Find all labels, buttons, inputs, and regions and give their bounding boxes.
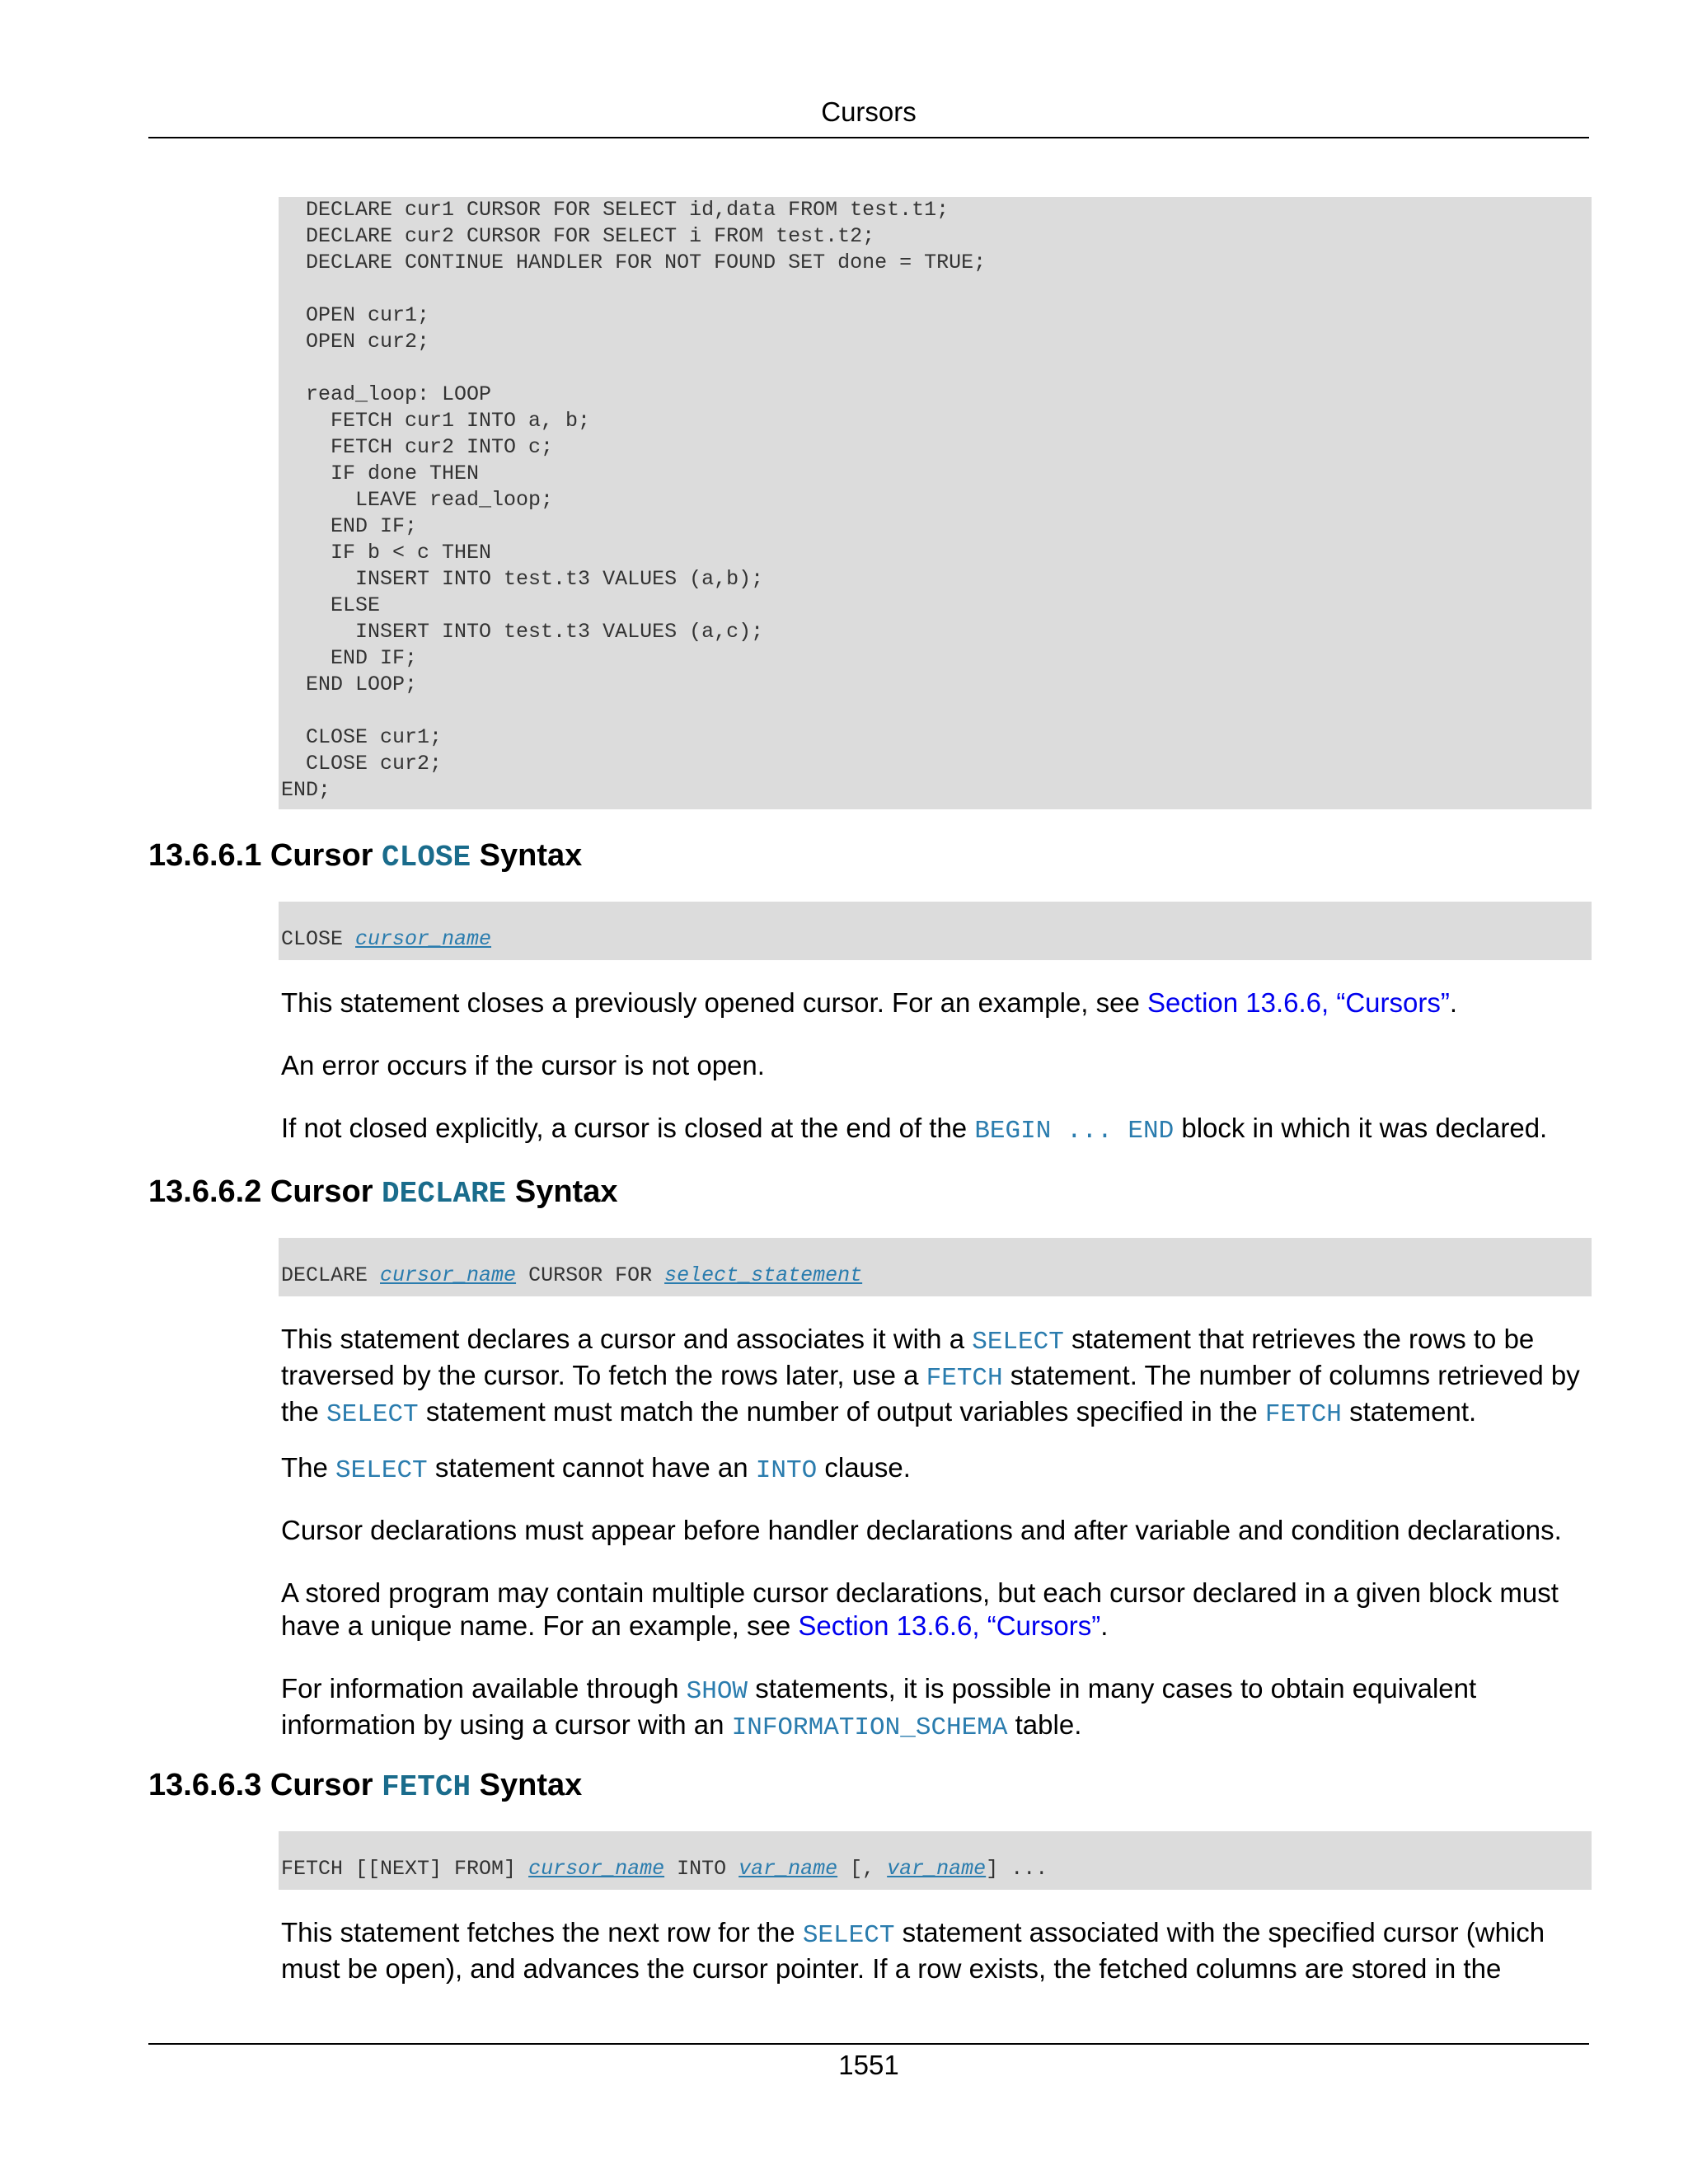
heading-word: Syntax [479, 838, 583, 873]
section-number: 13.6.6.2 [148, 1174, 262, 1209]
heading-keyword: CLOSE [382, 841, 471, 874]
syntax-placeholder: var_name [887, 1857, 987, 1881]
section-number: 13.6.6.1 [148, 838, 262, 873]
text-run: statement. [1341, 1396, 1477, 1427]
syntax-placeholder: select_statement [664, 1263, 863, 1287]
section-heading-declare [148, 1173, 617, 1213]
code-line: INSERT INTO test.t3 VALUES (a,b); [281, 567, 764, 591]
code-line: DECLARE CONTINUE HANDLER FOR NOT FOUND SET done = TRUE; [281, 251, 987, 274]
fetch-syntax-block [279, 1831, 1592, 1890]
footer-rule [148, 2043, 1589, 2045]
text-run: clause. [817, 1452, 911, 1483]
declare-into-note [281, 1451, 1592, 1488]
section-link[interactable]: Section 13.6.6, “Cursors” [1147, 987, 1450, 1018]
syntax-keyword: DECLARE [281, 1263, 381, 1287]
code-line: IF b < c THEN [281, 541, 492, 565]
text-run: If not closed explicitly, a cursor is closed at the end of the [281, 1113, 975, 1143]
close-implicit-note [281, 1112, 1592, 1148]
inline-code[interactable]: FETCH [1264, 1400, 1342, 1429]
code-line: OPEN cur2; [281, 330, 430, 354]
heading-word: Syntax [514, 1174, 618, 1209]
syntax-keyword: ] ... [986, 1857, 1048, 1881]
declare-multiple-note [281, 1577, 1592, 1643]
syntax-keyword: CLOSE [281, 927, 356, 951]
heading-word: Cursor [270, 838, 373, 873]
code-line: DECLARE cur1 CURSOR FOR SELECT id,data FROM test.t1; [281, 198, 950, 222]
code-line: END LOOP; [281, 673, 418, 696]
text-run: . [1100, 1610, 1109, 1641]
heading-word: Cursor [270, 1768, 373, 1802]
text-run: For information available through [281, 1673, 687, 1704]
inline-code[interactable]: SELECT [326, 1400, 419, 1429]
syntax-placeholder: var_name [738, 1857, 838, 1881]
inline-code[interactable]: SELECT [335, 1456, 428, 1485]
code-line [279, 355, 1592, 382]
example-code-block [279, 197, 1592, 809]
heading-keyword: FETCH [382, 1770, 471, 1804]
text-run: This statement declares a cursor and associates it with a [281, 1324, 973, 1354]
text-run: statement associated with the specified cursor (which must be open), and advances the cursor pointer. If a row exists, the fetched columns are stored in the [281, 1917, 1545, 1984]
code-line: END IF; [281, 646, 418, 670]
text-run: A stored program may contain multiple cursor declarations, but each cursor declared in a given block must have a unique name. For an example, see [281, 1577, 1559, 1641]
inline-code[interactable]: FETCH [926, 1364, 1003, 1393]
declare-description [281, 1323, 1592, 1432]
declare-show-note [281, 1672, 1592, 1745]
section-heading-fetch [148, 1766, 582, 1807]
text-run: statements, it is possible in many cases to obtain equivalent information by using a cursor with an [281, 1673, 1477, 1740]
inline-code[interactable]: SELECT [802, 1921, 895, 1950]
code-line: CLOSE cur2; [281, 752, 443, 776]
close-error-note: An error occurs if the cursor is not open. [281, 1050, 765, 1080]
page-header: Cursors [821, 96, 917, 127]
heading-word: Cursor [270, 1174, 373, 1209]
code-line: FETCH cur2 INTO c; [281, 435, 554, 459]
code-line: read_loop: LOOP [281, 382, 492, 406]
inline-code[interactable]: BEGIN ... END [974, 1117, 1175, 1146]
inline-code[interactable]: SELECT [972, 1328, 1064, 1357]
heading-keyword: DECLARE [382, 1177, 507, 1211]
syntax-placeholder: cursor_name [380, 1263, 517, 1287]
close-description [281, 987, 1592, 1019]
code-line: LEAVE read_loop; [281, 488, 554, 512]
inline-code[interactable]: SHOW [686, 1677, 748, 1706]
inline-code[interactable]: INTO [755, 1456, 818, 1485]
fetch-description [281, 1916, 1592, 1985]
code-line: END IF; [281, 514, 418, 538]
code-line: OPEN cur1; [281, 303, 430, 327]
code-line: END; [281, 778, 331, 802]
code-line: IF done THEN [281, 462, 480, 485]
syntax-keyword: INTO [664, 1857, 739, 1881]
section-heading-close [148, 837, 582, 877]
code-line [279, 276, 1592, 302]
declare-syntax-block [279, 1238, 1592, 1296]
section-link[interactable]: Section 13.6.6, “Cursors” [798, 1610, 1101, 1641]
declare-order-note: Cursor declarations must appear before handler declarations and after variable and condition declarations. [281, 1515, 1562, 1545]
syntax-placeholder: cursor_name [528, 1857, 665, 1881]
text-run: statement. The number of columns retrieved by the [281, 1360, 1580, 1427]
header-rule [148, 137, 1589, 138]
text-run: . [1449, 987, 1458, 1018]
code-line: ELSE [281, 593, 381, 617]
syntax-keyword: [, [837, 1857, 888, 1881]
page-number: 1551 [838, 2050, 899, 2080]
text-run: statement that retrieves the rows to be traversed by the cursor. To fetch the rows later, use a [281, 1324, 1535, 1390]
code-line: DECLARE cur2 CURSOR FOR SELECT i FROM test.t2; [281, 224, 875, 248]
text-run: table. [1007, 1709, 1082, 1740]
close-syntax-block [279, 902, 1592, 960]
syntax-keyword: CURSOR FOR [516, 1263, 665, 1287]
text-run: statement must match the number of output variables specified in the [418, 1396, 1265, 1427]
code-line: FETCH cur1 INTO a, b; [281, 409, 591, 433]
text-run: block in which it was declared. [1174, 1113, 1548, 1143]
text-run: statement cannot have an [427, 1452, 756, 1483]
code-line [279, 698, 1592, 724]
heading-word: Syntax [479, 1768, 583, 1802]
text-run: This statement closes a previously opened cursor. For an example, see [281, 987, 1148, 1018]
text-run: This statement fetches the next row for the [281, 1917, 803, 1947]
section-number: 13.6.6.3 [148, 1768, 262, 1802]
text-run: The [281, 1452, 336, 1483]
code-line: CLOSE cur1; [281, 725, 443, 749]
code-line: INSERT INTO test.t3 VALUES (a,c); [281, 620, 764, 644]
syntax-placeholder: cursor_name [355, 927, 492, 951]
syntax-keyword: FETCH [[NEXT] FROM] [281, 1857, 529, 1881]
inline-code[interactable]: INFORMATION_SCHEMA [731, 1713, 1008, 1742]
